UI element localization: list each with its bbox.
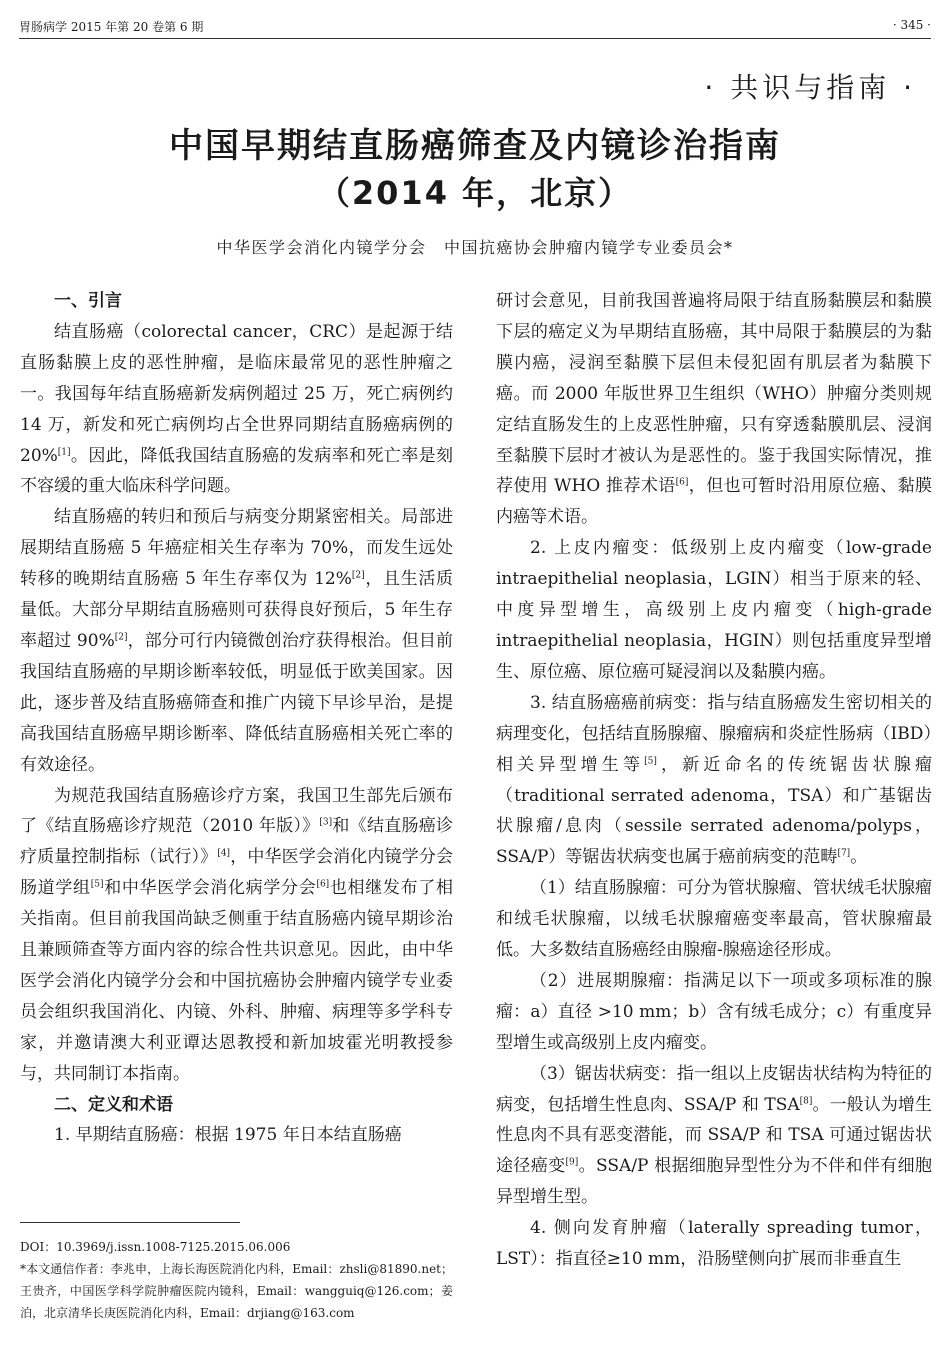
doi-line: DOI：10.3969/j.issn.1008-7125.2015.06.006 (20, 1240, 291, 1254)
citation-ref: [2] (114, 632, 128, 643)
citation-ref: [6] (675, 477, 689, 488)
section-heading-intro: 一、引言 (54, 291, 122, 311)
section-label: · 共识与指南 · (704, 71, 916, 104)
paragraph: （1）结直肠腺瘤：可分为管状腺瘤、管状绒毛状腺瘤和绒毛状腺瘤，以绒毛状腺瘤癌变率最高，管状腺瘤最低。大多数结直肠癌经由腺瘤-腺癌途径形成。 (496, 878, 932, 961)
article-title: 中国早期结直肠癌筛查及内镜诊治指南 (169, 126, 781, 166)
citation-ref: [5] (90, 879, 104, 890)
corresponding-authors: *本文通信作者：李兆申，上海长海医院消化内科，Email：zhsli@81890.net；王贵齐，中国医学科学院肿瘤医院内镜科，Email：wangguiq@126.com；姜泊，北京清华长庚医院消化内科，Email：drjiang@163.com (20, 1262, 453, 1320)
citation-ref: [2] (351, 570, 365, 581)
page-number: · 345 · (892, 18, 931, 32)
section-heading-definitions: 二、定义和术语 (54, 1094, 173, 1115)
citation-ref: [3] (319, 817, 333, 828)
paragraph: 为规范我国结直肠癌诊疗方案，我国卫生部先后颁布了《结直肠癌诊疗规范（2010 年版）》[3]和《结直肠癌诊疗质量控制指标（试行）》[4]，中华医学会消化内镜学分会肠道学组[5]和中华医学会消化病学分会[6]也相继发布了相关指南。但目前我国尚缺乏侧重于结直肠癌内镜早期诊治且兼顾筛查等方面内容的综合性共识意见。因此，由中华医学会消化内镜学分会和中国抗癌协会肿瘤内镜学专业委员会组织我国消化、内镜、外科、肿瘤、病理等多学科专家，并邀请澳大利亚谭达恩教授和新加坡霍光明教授参与，共同制订本指南。 (20, 785, 454, 1084)
citation-ref: [7] (837, 848, 851, 859)
citation-ref: [4] (217, 848, 231, 859)
author-list: 中华医学会消化内镜学分会 中国抗癌协会肿瘤内镜学专业委员会* (216, 238, 734, 257)
article-subtitle: （2014 年，北京） (317, 174, 633, 212)
running-header (19, 18, 931, 40)
right-column (496, 286, 932, 1275)
paragraph: 2. 上皮内瘤变：低级别上皮内瘤变（low-grade intraepithelial neoplasia，LGIN）相当于原来的轻、中度异型增生，高级别上皮内瘤变（high-grade intraepithelial neoplasia，HGIN）则包括重度异型增生、原位癌、原位癌可疑浸润以及黏膜内癌。 (496, 538, 932, 682)
paragraph: 结直肠癌（colorectal cancer，CRC）是起源于结直肠黏膜上皮的恶性肿瘤，是临床最常见的恶性肿瘤之一。我国每年结直肠癌新发病例超过 25 万，死亡病例约 14 万，新发和死亡病例均占全世界同期结直肠癌病例的 20%[1]。因此，降低我国结直肠癌的发病率和死亡率是刻不容缓的重大临床科学问题。 (20, 321, 453, 497)
paragraph: 4. 侧向发育肿瘤（laterally spreading tumor，LST）：指直径≥10 mm，沿肠壁侧向扩展而非垂直生 (496, 1218, 932, 1270)
header-rule (19, 38, 931, 39)
footnotes (20, 1236, 453, 1324)
paragraph: （3）锯齿状病变：指一组以上皮锯齿状结构为特征的病变，包括增生性息肉、SSA/P 和 TSA[8]。一般认为增生性息肉不具有恶变潜能，而 SSA/P 和 TSA 可通过锯齿状途径癌变[9]。SSA/P 根据细胞异型性分为不伴和伴有细胞异型增生型。 (496, 1063, 932, 1208)
left-column (20, 286, 453, 1151)
citation-ref: [1] (57, 446, 71, 457)
citation-ref: [6] (316, 879, 330, 890)
paragraph: 1. 早期结直肠癌：根据 1975 年日本结直肠癌 (54, 1125, 402, 1146)
citation-ref: [8] (799, 1095, 813, 1106)
citation-ref: [9] (565, 1157, 579, 1168)
paragraph: 结直肠癌的转归和预后与病变分期紧密相关。局部进展期结直肠癌 5 年癌症相关生存率为 70%，而发生远处转移的晚期结直肠癌 5 年生存率仅为 12%[2]，且生活质量低。大部分早期结直肠癌则可获得良好预后，5 年生存率超过 90%[2]，部分可行内镜微创治疗获得根治。但目前我国结直肠癌的早期诊断率较低，明显低于欧美国家。因此，逐步普及结直肠癌筛查和推广内镜下早诊早治，是提高我国结直肠癌早期诊断率、降低结直肠癌相关死亡率的有效途径。 (20, 507, 454, 775)
journal-info: 胃肠病学 2015 年第 20 卷第 6 期 (19, 20, 204, 34)
paragraph: 研讨会意见，目前我国普遍将局限于结直肠黏膜层和黏膜下层的癌定义为早期结直肠癌，其中局限于黏膜层的为黏膜内癌，浸润至黏膜下层但未侵犯固有肌层者为黏膜下癌。而 2000 年版世界卫生组织（WHO）肿瘤分类则规定结直肠发生的上皮恶性肿瘤，只有穿透黏膜肌层、浸润至黏膜下层时才被认为是恶性的。鉴于我国实际情况，推荐使用 WHO 推荐术语[6]，但也可暂时沿用原位癌、黏膜内癌等术语。 (496, 291, 933, 528)
paragraph: （2）进展期腺瘤：指满足以下一项或多项标准的腺瘤：a）直径 >10 mm；b）含有绒毛成分；c）有重度异型增生或高级别上皮内瘤变。 (496, 970, 932, 1053)
paragraph: 3. 结直肠癌癌前病变：指与结直肠癌发生密切相关的病理变化，包括结直肠腺瘤、腺瘤病和炎症性肠病（IBD）相关异型增生等[5]，新近命名的传统锯齿状腺瘤（traditional serrated adenoma，TSA）和广基锯齿状腺瘤/息肉（sessile serrated adenoma/polyps，SSA/P）等锯齿状病变也属于癌前病变的范畴[7]。 (496, 692, 933, 868)
citation-ref: [5] (644, 755, 657, 766)
footnote-rule (20, 1222, 240, 1223)
